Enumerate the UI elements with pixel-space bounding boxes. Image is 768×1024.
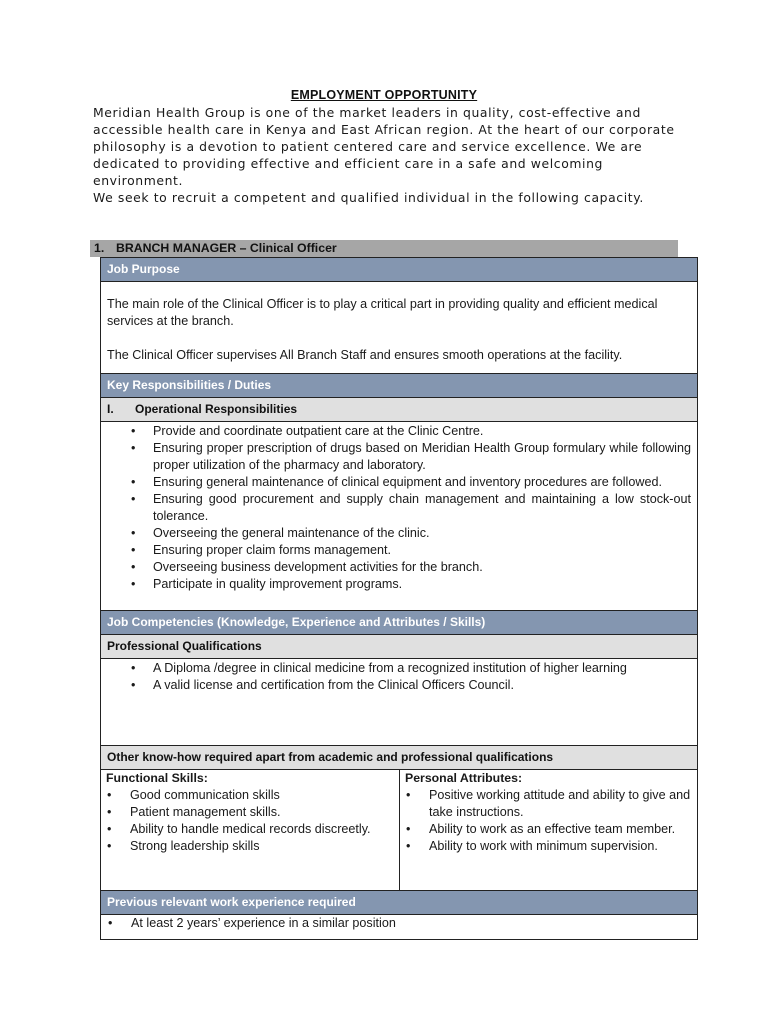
list-item: • A Diploma /degree in clinical medicine from a recognized institution of higher learning bbox=[107, 660, 691, 677]
list-item: • Participate in quality improvement programs. bbox=[107, 576, 691, 593]
sub-section-title: Operational Responsibilities bbox=[135, 402, 298, 416]
responsibilities-header: Key Responsibilities / Duties bbox=[101, 374, 697, 398]
page-title: EMPLOYMENT OPPORTUNITY bbox=[290, 88, 478, 102]
list-item: • A valid license and certification from the Clinical Officers Council. bbox=[107, 677, 691, 694]
operational-responsibilities-header bbox=[101, 398, 697, 422]
intro-text bbox=[93, 104, 693, 206]
functional-skills-list bbox=[106, 787, 394, 855]
list-item: • Ensuring general maintenance of clinical equipment and inventory procedures are followed. bbox=[107, 474, 691, 491]
other-know-how-header: Other know-how required apart from academic and professional qualifications bbox=[101, 746, 697, 770]
list-item: • Strong leadership skills bbox=[106, 838, 394, 855]
job-purpose-paragraph: The main role of the Clinical Officer is to play a critical part in providing quality and efficient medical services at the branch. bbox=[107, 297, 658, 328]
qualifications-cell bbox=[101, 659, 697, 746]
list-item: • Ability to handle medical records discreetly. bbox=[106, 821, 394, 838]
personal-attributes-list bbox=[405, 787, 692, 855]
experience-list bbox=[107, 915, 691, 932]
list-item: • Ability to work with minimum supervision. bbox=[405, 838, 692, 855]
functional-skills-title: Functional Skills: bbox=[106, 771, 208, 785]
intro-paragraph: Meridian Health Group is one of the market leaders in quality, cost-effective and accessible health care in Kenya and East African region. At the heart of our corporate philosophy is a devotion to patient centered care and service excellence. We are dedicated to providing effective and efficient care in a safe and welcoming environment. bbox=[93, 105, 675, 188]
list-item: • Patient management skills. bbox=[106, 804, 394, 821]
personal-attributes-title: Personal Attributes: bbox=[405, 771, 523, 785]
experience-cell bbox=[101, 915, 697, 939]
job-purpose-cell bbox=[101, 282, 697, 374]
responsibilities-cell bbox=[101, 422, 697, 611]
list-item: • Overseeing the general maintenance of the clinic. bbox=[107, 525, 691, 542]
job-description-table bbox=[100, 257, 698, 940]
list-item: • Ability to work as an effective team member. bbox=[405, 821, 692, 838]
responsibilities-list bbox=[107, 423, 691, 593]
experience-header: Previous relevant work experience required bbox=[101, 891, 697, 915]
list-item: • Ensuring good procurement and supply chain management and maintaining a low stock-out tolerance. bbox=[107, 491, 691, 525]
competencies-header: Job Competencies (Knowledge, Experience and Attributes / Skills) bbox=[101, 611, 697, 635]
list-item: • Provide and coordinate outpatient care at the Clinic Centre. bbox=[107, 423, 691, 440]
list-item: • Ensuring proper prescription of drugs based on Meridian Health Group formulary while following proper utilization of the pharmacy and laboratory. bbox=[107, 440, 691, 474]
qualifications-list bbox=[107, 660, 691, 694]
intro-paragraph: We seek to recruit a competent and qualified individual in the following capacity. bbox=[93, 190, 644, 205]
list-item: • Positive working attitude and ability to give and take instructions. bbox=[405, 787, 692, 821]
list-item: • Ensuring proper claim forms management. bbox=[107, 542, 691, 559]
position-title: BRANCH MANAGER – Clinical Officer bbox=[116, 241, 337, 255]
personal-attributes-cell bbox=[400, 770, 697, 890]
job-purpose-paragraph: The Clinical Officer supervises All Branch Staff and ensures smooth operations at the facility. bbox=[107, 348, 623, 362]
list-item: • Good communication skills bbox=[106, 787, 394, 804]
functional-skills-cell bbox=[101, 770, 400, 890]
qualifications-header: Professional Qualifications bbox=[101, 635, 697, 659]
list-item: • Overseeing business development activities for the branch. bbox=[107, 559, 691, 576]
sub-section-number: I. bbox=[107, 402, 114, 416]
list-item: • At least 2 years’ experience in a similar position bbox=[107, 915, 691, 932]
skills-attributes-row bbox=[101, 770, 697, 891]
job-purpose-header: Job Purpose bbox=[101, 258, 697, 282]
position-heading bbox=[90, 240, 678, 257]
position-number: 1. bbox=[94, 241, 105, 255]
